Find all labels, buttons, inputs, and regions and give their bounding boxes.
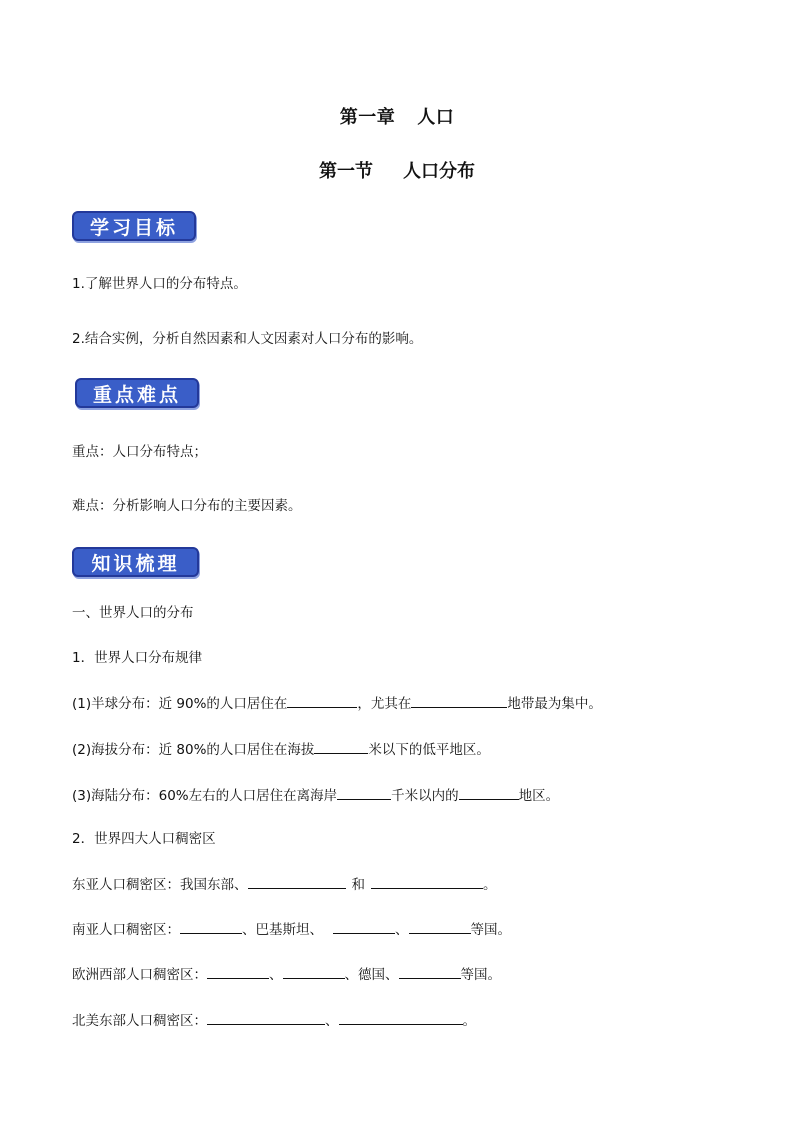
answer-blank[interactable] <box>314 739 368 754</box>
answer-blank[interactable] <box>399 964 461 979</box>
dense-area-south-asia: 南亚人口稠密区： 、巴基斯坦、 、 等国。 <box>72 919 511 940</box>
answer-blank[interactable] <box>337 785 391 800</box>
section-title <box>0 157 794 183</box>
answer-blank[interactable] <box>283 964 345 979</box>
rule-hemisphere: (1)半球分布：近 90%的人口居住在 ，尤其在 地带最为集中。 <box>72 693 602 714</box>
objective-1: 1.了解世界人口的分布特点。 <box>72 276 247 292</box>
answer-blank[interactable] <box>371 874 483 889</box>
knowledge-badge: 知识梳理 <box>72 547 199 577</box>
answer-blank[interactable] <box>339 1010 463 1025</box>
answer-blank[interactable] <box>248 874 346 889</box>
dense-area-western-europe: 欧洲西部人口稠密区： 、 、德国、 等国。 <box>72 964 501 985</box>
focus-point: 重点：人口分布特点； <box>72 444 207 460</box>
section-number: 第一节 <box>319 161 373 182</box>
objectives-badge: 学习目标 <box>72 211 196 241</box>
objective-2: 2.结合实例，分析自然因素和人文因素对人口分布的影响。 <box>72 331 423 347</box>
answer-blank[interactable] <box>180 919 242 934</box>
answer-blank[interactable] <box>333 919 395 934</box>
answer-blank[interactable] <box>459 785 519 800</box>
answer-blank[interactable] <box>207 1010 325 1025</box>
sub1-title: 1．世界人口分布规律 <box>72 650 203 666</box>
answer-blank[interactable] <box>411 693 507 708</box>
sub2-title: 2．世界四大人口稠密区 <box>72 831 216 847</box>
difficulty-point: 难点：分析影响人口分布的主要因素。 <box>72 498 302 514</box>
dense-area-east-asia: 东亚人口稠密区：我国东部、 和 。 <box>72 874 497 895</box>
answer-blank[interactable] <box>207 964 269 979</box>
key-points-badge: 重点难点 <box>75 378 199 408</box>
dense-area-north-america: 北美东部人口稠密区： 、 。 <box>72 1010 476 1031</box>
rule-altitude: (2)海拔分布：近 80%的人口居住在海拔 米以下的低平地区。 <box>72 739 490 760</box>
chapter-number: 第一章 <box>339 107 396 128</box>
rule-coast: (3)海陆分布：60%左右的人口居住在离海岸 千米以内的 地区。 <box>72 785 559 806</box>
answer-blank[interactable] <box>287 693 357 708</box>
chapter-name: 人口 <box>417 107 455 128</box>
answer-blank[interactable] <box>409 919 471 934</box>
chapter-title <box>0 103 794 129</box>
part1-title: 一、世界人口的分布 <box>72 605 194 621</box>
section-name: 人口分布 <box>403 161 475 182</box>
